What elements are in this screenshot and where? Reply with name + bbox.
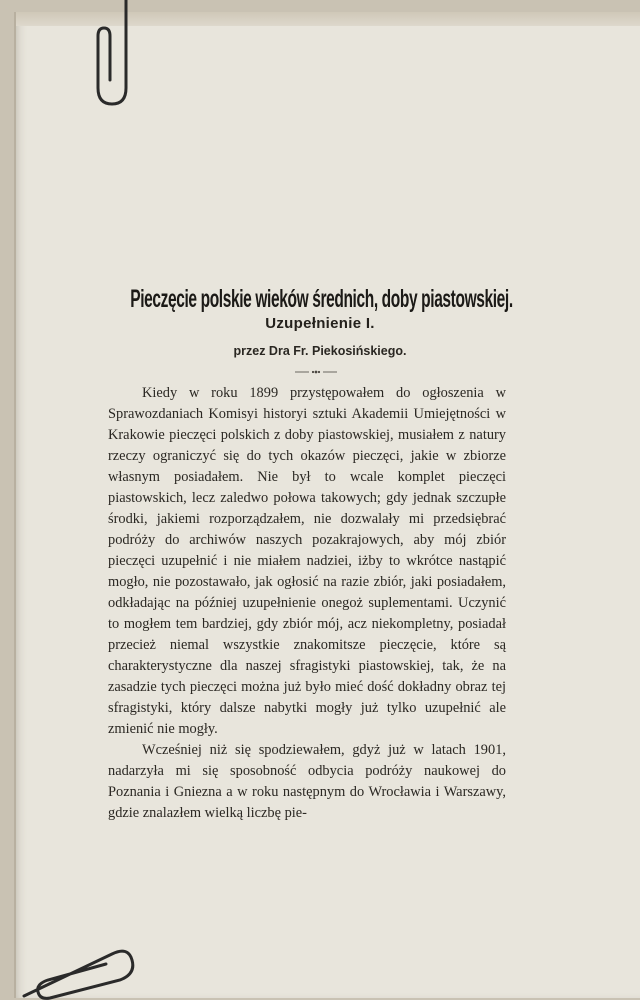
paperclip-icon [90, 0, 140, 115]
body-text [108, 383, 506, 824]
document-title: Pieczęcie polskie wieków średnich, doby piastowskiej. [130, 284, 513, 313]
paragraph: Wcześniej niż się spodziewałem, gdyż już w latach 1901, nadarzyła mi się sposobność odbycia podróży naukowej do Poznania i Gniezna a w roku następnym do Wrocławia i Warszawy, gdzie znalazłem wielką liczbę pie- [108, 742, 506, 821]
document-subtitle: Uzupełnienie I. [265, 315, 375, 332]
paragraph: Kiedy w roku 1899 przystępowałem do ogłoszenia w Sprawozdaniach Komisyi historyi sztuki Akademii Umiejętności w Krakowie pieczęci polskich z doby piastowskiej, musiałem z natury rzeczy ograniczyć się do tych okazów pieczęci, jakie w zbiorze własnym posiadałem. Nie był to wcale komplet pieczęci piastowskich, lecz zaledwo połowa takowych; gdy jednak szczupłe środki, jakiemi rozporządzałem, nie dozwalały mi przedsiębrać podróży do archiwów naszych pozakrajowych, aby mój zbiór pieczęci uzupełnić i nie miałem nadziei, iżby to wkrótce nastąpić mogło, nie pozostawało, jak ogłosić na razie zbiór, jaki posiadałem, odkładając na później uzupełnienie onegoż suplementami. Uczynić to mogłem tem bardziej, gdy zbiór mój, acz niekompletny, posiadał przecież niemal wszystkie znakomitsze pieczęcie, które są charakterystyczne dla naszej sfragistyki piastowskiej, tak, że na zasadzie tych pieczęci można już było mieć dość dokładny obraz tej sfragistyki, który dalsze nabytki mogły już tylko uzupełnić ale zmienić nie mogły. [108, 385, 506, 737]
paperclip-icon [20, 936, 140, 1000]
ornament-divider-icon [295, 368, 337, 376]
document-author: przez Dra Fr. Piekosińskiego. [233, 344, 407, 358]
